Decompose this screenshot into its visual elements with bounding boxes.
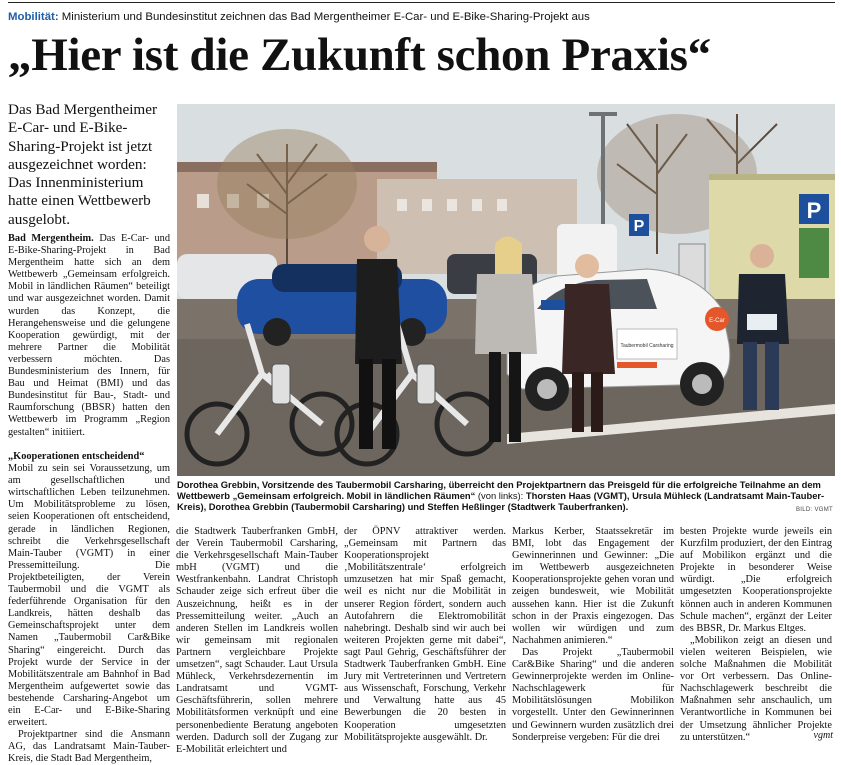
body-paragraph: „Mobilikon zeigt an diesen und vielen weiteren Beispielen, wie solche Maßnahmen die Mobilität vor Ort verbessern. Das Online-Nachschlagewerk beschreibt die Maßnahmen sehr anschaulich, um Verantwortliche in Kommunen bei der Umsetzung ähnlicher Projekte zu unterstützen.“ — [680, 634, 832, 743]
lead-text: Das Bad Mergentheimer E-Car- und E-Bike-Sharing-Projekt ist jetzt ausgezeichnet worden: Das Innenministerium hatte einen Wettbewerb ausgelobt. — [8, 101, 158, 228]
rubric-label: Mobilität: — [8, 11, 59, 23]
parking-sign-icon: P — [806, 198, 822, 223]
dateline: Bad Mergentheim. — [8, 233, 94, 244]
body-paragraph: der ÖPNV attraktiver werden. „Gemeinsam mit Partnern das Kooperationsprojekt ‚Mobilitätszentrale‘ erfolgreich umzusetzen hat mir Spaß gemacht, weil es nicht nur die Mobilität in unserer Region fördert, sondern auch Autofahrern die Elektromobilität nahebringt. Deshalb sind wir auch bei weiteren Projekten gerne mit dabei“, sagt Paul Gehrig, Geschäftsführer der Stadtwerk Tauberfranken GmbH. Eine Jury mit Vertreterinnen und Vertretern aus Wissenschaft, Forschung, Verkehr und Verwaltung hatte aus 45 Bewerbungen die 20 besten in Kooperation umgesetzten Mobilitätsprojekte ausgewählt. Dr. — [344, 526, 506, 743]
kicker-line — [8, 11, 833, 23]
column-2 — [176, 526, 338, 756]
lead-paragraph — [8, 101, 170, 229]
author-signature: vgmt — [813, 730, 833, 741]
caption-bold: Dorothea Grebbin, Vorsitzende des Taubermobil Carsharing, überreicht den Projektpartnern das Preisgeld für die erfolgreiche Teilnahme an dem Wettbewerb „Gemeinsam erfolgreich. Mobil in ländlichen Räumen“ — [177, 479, 821, 502]
car-sticker-icon: E-Car — [709, 318, 725, 324]
column-1-bottom — [8, 447, 170, 765]
body-paragraph: Projektpartner sind die Ansmann AG, das Landratsamt Main-Tauber-Kreis, die Stadt Bad Mergentheim, — [8, 729, 170, 765]
body-text: Das E-Car- und E-Bike-Sharing-Projekt in Bad Mergentheim hatte sich an dem Wettbewerb „Gemeinsam erfolgreich. Mobil in ländlichen Räumen“ beteiligt und war ausgezeichnet worden. Damit wurden das Konzept, die Herangehensweise und die gelungene Kooperation gewürdigt, mit der mehrere Partner die Mobilität verbessern möchten. Das Bundesministerium des Innern, für Bau und Heimat (BMI) und das Bundesinstitut für Bau-, Stadt- und Raumforschung (BBSR) hatten den Wettbewerb im Programm „Region gestalten“ initiiert. — [8, 233, 170, 438]
kicker-text: Ministerium und Bundesinstitut zeichnen das Bad Mergentheimer E-Car- und E-Bike-Sharing-Projekt aus — [61, 11, 590, 23]
column-5 — [680, 526, 832, 744]
body-paragraph: Das Projekt „Taubermobil Car&Bike Sharing“ und die anderen Gewinnerprojekte werden im Online-Nachschlagewerk für Mobilitätslösungen Mobilikon vorgestellt. Unter den Gewinnerinnen und Gewinnern wurden zusätzlich drei Sonderpreise vergeben: Für die drei — [512, 646, 674, 743]
caption-intro: (von links): — [475, 490, 526, 502]
caption-names: Thorsten Haas (VGMT), Ursula Mühleck (Landratsamt Main-Tauber-Kreis), Dorothea Grebbin (Taubermobil Carsharing) und Steffen Heßlinger (Stadtwerk Tauberfranken). — [177, 490, 825, 513]
body-paragraph — [8, 233, 170, 439]
column-1-top — [8, 233, 170, 439]
parking-sign-small-icon: P — [633, 218, 645, 235]
car-door-label: Taubermobil Carsharing — [620, 343, 674, 349]
photo-illustration — [177, 104, 835, 476]
body-paragraph: die Stadtwerk Tauberfranken GmbH, der Verein Taubermobil Carsharing, die Verkehrsgesellschaft Main-Tauber mbH (VGMT) und die Westfrankenbahn. Landrat Christoph Schauder zeige sich erfreut über die Auszeichnung, heißt es in der Pressemitteilung weiter. „Auch an anderen Stellen im Landkreis wollen wir gemeinsam mit regionalen Partnern vergleichbare Projekte umsetzen“, sagt Schauder. Laut Ursula Mühleck, Verkehrsdezernentin im Landratsamt und VGMT-Geschäftsführerin, sollen mehrere Mobilitätsformen verknüpft und eine personenbediente Beratung angeboten werden. Dadurch soll der Zugang zur E-Mobilität erleichtert und — [176, 526, 338, 755]
column-4 — [512, 526, 674, 744]
top-rule — [8, 2, 835, 3]
article-photo — [177, 104, 835, 476]
body-paragraph: Markus Kerber, Staatssekretär im BMI, lobt das Engagement der Gewinnerinnen und Gewinner: „Die im Wettbewerb ausgezeichneten Kooperationsprojekte gehen voran und zeigen bundesweit, wie Mobilität aussehen kann. Hier ist die Zukunft schon in der Praxis eingezogen. Das wollen wir würdigen und zum Nachahmen animieren.“ — [512, 526, 674, 646]
headline: „Hier ist die Zukunft schon Praxis“ — [8, 29, 711, 81]
column-3 — [344, 526, 506, 744]
photo-credit: BILD: VGMT — [795, 507, 833, 513]
body-paragraph: Mobil zu sein sei Voraussetzung, um am gesellschaftlichen und wirtschaftlichen Leben teilzunehmen. Um Mobilitätsprobleme zu lösen, seien Kooperationen oft entscheidend, gerade in ländlichen Regionen, schreibt die Verkehrsgesellschaft Main-Tauber (VGMT) in einer Pressemitteilung. Die Projektbeteiligten, der Verein Taubermobil und die VGMT als federführende Organisation für den Landkreis, hätten deshalb das Gemeinschaftsprojekt unter dem Namen „Taubermobil Car&Bike Sharing“ eingereicht. Durch das Projekt wurde der Service in der Mobilitätszentrale am Bahnhof in Bad Mergentheim aufgewertet sowie das bestehende Carsharing-Angebot um ein E-Car- und E-Bike-Sharing erweitert. — [8, 463, 170, 729]
photo-caption — [177, 479, 835, 513]
body-paragraph: besten Projekte wurde jeweils ein Kurzfilm produziert, der den Eintrag auf Mobilikon ergänzt und die Projekte in besonderer Weise würdigt. „Die erfolgreich umgesetzten Kooperationsprojekte können auch in anderen Kommunen Schule machen“, ergänzt der Leiter des BBSR, Dr. Markus Eltges. — [680, 526, 832, 634]
subheading: „Kooperationen entscheidend“ — [8, 451, 145, 462]
